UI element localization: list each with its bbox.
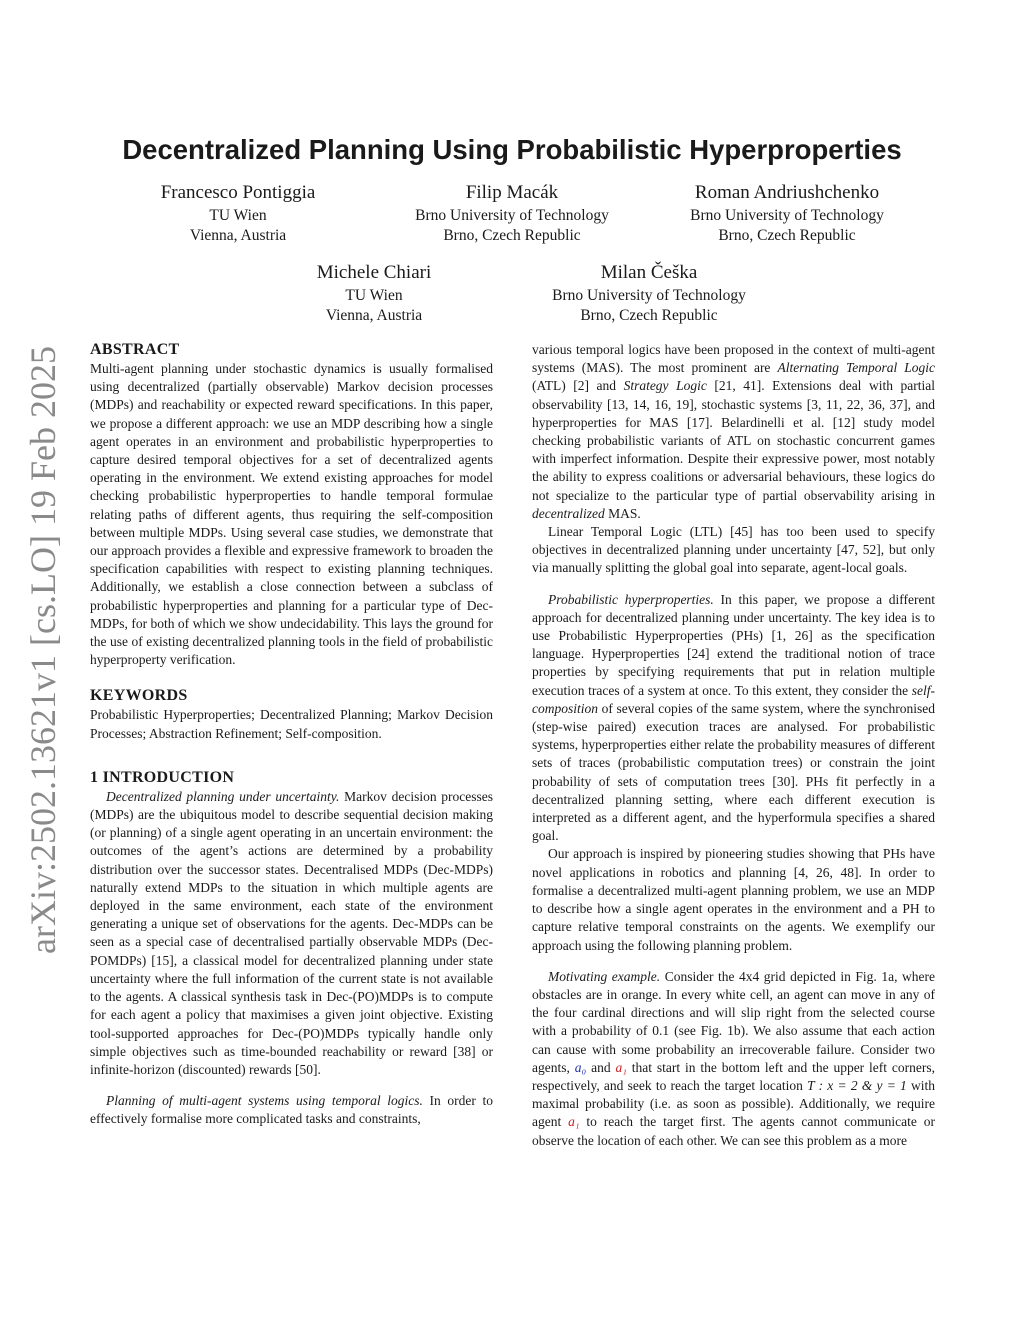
right-column [532,341,935,1150]
body-paragraph [532,591,935,846]
arxiv-sidebar [18,346,68,954]
keywords-text: Probabilistic Hyperproperties; Decentralized Planning; Markov Decision Processes; Abstraction Refinement; Self-composition. [90,707,493,741]
body-paragraph: Linear Temporal Logic (LTL) [45] has too been used to specify objectives in decentralized planning under uncertainty [47, 52], but only via manually splitting the global goal into separate, agent-local goals. [532,524,935,576]
left-column [90,340,493,1129]
author-location: Vienna, Austria [325,307,423,324]
abstract-heading: ABSTRACT [90,341,180,358]
text-run: of several copies of the same system, where the synchronised (step-wise paired) execution traces are analysed. For probabilistic systems, hyperproperties either relate the probability measures of different sets of traces (probabilistic computation trees) or constrain the joint probability of sets of computation trees [30]. PHs fit perfectly in a decentralized planning setting, where each different execution is interpreted as a different agent, and the hyperformula specifies a shared goal. [532,700,936,844]
text-run: and [591,1059,611,1075]
author-affiliation: Brno University of Technology [690,207,884,224]
paragraph-lead: Planning of multi-agent systems using temporal logics. [106,1093,423,1109]
abstract-text: Multi-agent planning under stochastic dynamics is usually formalised using decentralized (partially observable) Markov decision processes (MDPs) and reachability or expected reward specifications. In this paper, we propose a different approach: we use an MDP describing how a single agent operates in an environment and probabilistic hyperproperties to capture desired temporal objectives for a set of decentralized agents operating in the environment. We extend existing approaches for model checking probabilistic hyperproperties to handle temporal formulae relating paths of different agents, thus requiring the self-composition between multiple MDPs. Using several case studies, we demonstrate that our approach provides a flexible and expressive framework to broaden the specification capabilities with respect to existing planning techniques. Additionally, we establish a close connection between a subclass of probabilistic hyperproperties and planning for a particular type of Dec-MDPs, for both of which we show undecidability. This lays the ground for the use of existing decentralized planning tools in the field of probabilistic hyperproperty verification. [90,361,493,668]
keywords-heading: KEYWORDS [90,687,188,705]
author-block [362,183,662,246]
term: decentralized [532,505,605,521]
paragraph-lead: Motivating example. [548,968,661,984]
target-formula: T : x = 2 & y = 1 [807,1077,907,1093]
body-paragraph: Our approach is inspired by pioneering studies showing that PHs have novel applications in robotics and planning [4, 26, 48]. In order to formalise a decentralized multi-agent planning problem, we use an MDP to describe how a single agent operates in the environment and a PH to capture relative temporal constraints on the agents. We exemplify our approach using the following planning problem. [532,846,935,953]
paragraph-text: In order to effectively formalise more complicated tasks and constraints, [90,1093,494,1127]
author-affiliation: TU Wien [209,207,267,224]
text-run: that start in the bottom left and the upper left corners, respectively, and seek to reach the target location [532,1059,936,1093]
text-run: [21, 41]. Extensions deal with partial observability [13, 14, 16, 19], stochastic systems [3, 11, 22, 36, 37], and hyperproperties for MAS [17]. Belardinelli et al. [12] study model checking probabilistic variants of ATL on stochastic concurrent games with imperfect information. Despite their expressive power, most notably the ability to express coalitions or adversarial behaviours, these logics do not specialize to the particular type of partial observability arising in [532,378,935,503]
author-affiliation: Brno University of Technology [552,287,746,304]
intro-paragraph [90,788,493,1079]
body-paragraph [532,341,935,523]
term: Alternating Temporal Logic [777,360,935,376]
agent-a0-symbol: a₀ [574,1059,587,1075]
author-affiliation: TU Wien [345,287,403,304]
text-run: Consider the 4x4 grid depicted in Fig. 1a, where obstacles are in orange. In every white cell, an agent can move in any of the four cardinal directions and will slip right from the selected course with a probability of 0.1 (see Fig. 1b). We also assume that each action can cause with some probability an irrecoverable failure. Consider two agents, [532,968,935,1075]
text-run: with maximal probability (i.e. as soon as possible). Additionally, we require agent [532,1077,936,1130]
agent-a1-symbol: a₁ [615,1059,627,1075]
author-name: Filip Macák [465,182,559,203]
text-run: In this paper, we propose a different approach for decentralized planning under uncertainty. The key idea is to use Probabilistic Hyperproperties (PHs) [1, 26] as the specification language. Hyperproperties [24] extend the traditional notion of trace properties by specifying requirements that put in relation multiple execution traces of a system at once. To this extent, they consider the [532,591,935,698]
agent-a1-symbol: a₁ [568,1114,580,1130]
text-run: MAS. [608,505,641,521]
author-name: Roman Andriushchenko [694,182,880,203]
author-affiliation: Brno University of Technology [415,207,609,224]
author-name: Francesco Pontiggia [160,182,316,203]
paragraph-text: Markov decision processes (MDPs) are the ubiquitous model to describe sequential decision making (or planning) of a single agent operating in an uncertain environment: the outcomes of the agent’s actions are determined by a probability distribution over the successor states. Decentralised MDPs (Dec-MDPs) naturally extend MDPs to the situation in which multiple agents are deployed in the same environment, each state of the environment generating a unique set of observations for the agents. Dec-MDPs can be seen as a special case of decentralised partially observable MDPs (Dec-POMDPs) [15], a classical model for decentralized planning under state uncertainty where the full information of the current state is not available to the agents. A classical synthesis task in Dec-(PO)MDPs is to compute for each agent a policy that maximises a given joint objective. Existing tool-supported approaches for Dec-(PO)MDPs typically handle only simple objectives such as time-bounded reachability or reward [38] or infinite-horizon (discounted) rewards [50]. [90,788,493,1077]
author-block [88,183,388,246]
author-location: Brno, Czech Republic [580,307,718,324]
paragraph-lead: Decentralized planning under uncertainty. [106,788,340,804]
body-paragraph [532,968,935,1150]
author-location: Brno, Czech Republic [718,227,856,244]
author-name: Michele Chiari [316,262,432,283]
term: Strategy Logic [623,378,707,394]
author-location: Brno, Czech Republic [443,227,581,244]
author-block [499,263,799,326]
author-block [224,263,524,326]
text-run: (ATL) [2] and [532,378,617,394]
paragraph-lead: Probabilistic hyperproperties. [548,591,714,607]
introduction-heading: 1 INTRODUCTION [90,768,235,786]
arxiv-identifier: arXiv:2502.13621v1 [cs.LO] 19 Feb 2025 [23,346,63,954]
author-location: Vienna, Austria [189,227,287,244]
text-run: to reach the target first. The agents cannot communicate or observe the location of each other. We can see this problem as a more [532,1114,935,1148]
text-run: various temporal logics have been proposed in the context of multi-agent systems (MAS). The most prominent are [532,342,935,376]
term: self-composition [532,682,936,716]
intro-paragraph [90,1092,493,1128]
author-block [637,183,937,246]
author-name: Milan Češka [600,262,698,283]
paper-title: Decentralized Planning Using Probabilistic Hyperproperties [122,134,902,165]
